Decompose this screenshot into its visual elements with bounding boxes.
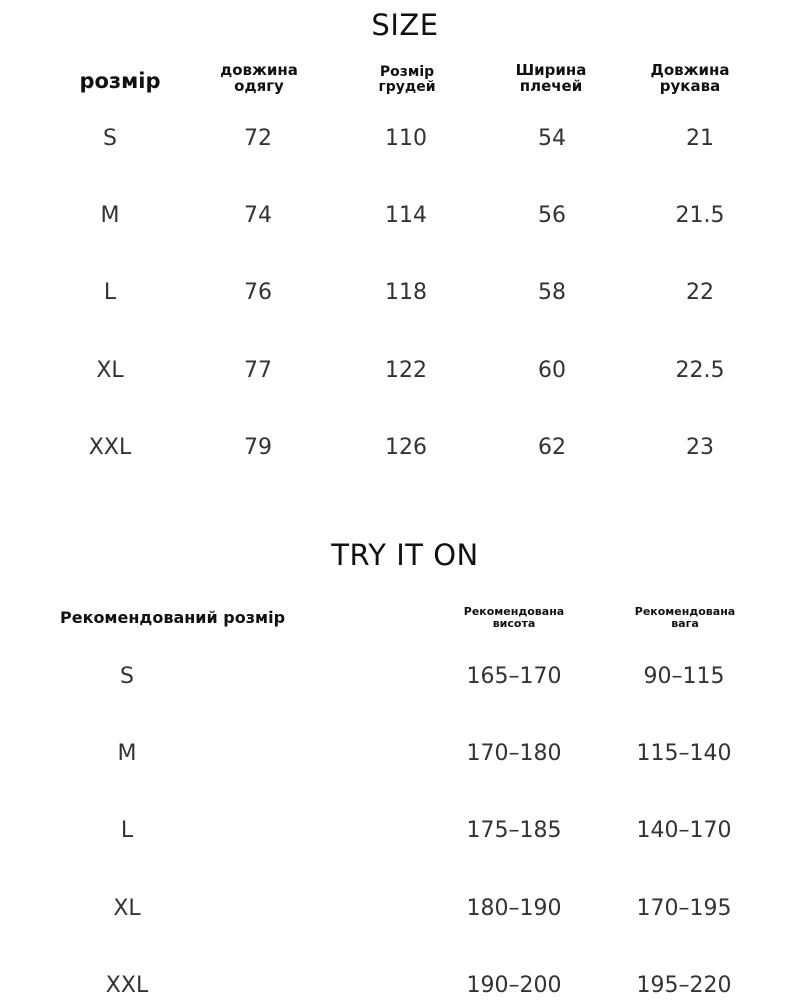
size-cell-sleeve: 21 — [686, 126, 714, 151]
size-header-chest-line1: Розмір — [379, 64, 435, 80]
size-cell-size: S — [103, 126, 117, 151]
size-header-shoulder — [491, 63, 611, 95]
tryon-header-recommended-weight — [615, 606, 755, 629]
size-cell-garment-length: 79 — [244, 435, 272, 460]
size-cell-garment-length: 76 — [244, 280, 272, 305]
tryon-section-title: TRY IT ON — [331, 538, 479, 572]
size-cell-shoulder: 56 — [538, 203, 566, 228]
tryon-cell-height: 180–190 — [466, 896, 562, 921]
tryon-cell-size: XL — [113, 896, 141, 921]
size-cell-shoulder: 54 — [538, 126, 566, 151]
size-header-size-line1: розмір — [79, 69, 161, 93]
size-header-chest — [347, 65, 467, 94]
tryon-cell-size: S — [120, 664, 134, 689]
tryon-cell-height: 165–170 — [466, 664, 562, 689]
size-cell-shoulder: 62 — [538, 435, 566, 460]
tryon-header-recommended-weight-line1: Рекомендована — [634, 605, 736, 618]
size-header-chest-line2: грудей — [378, 78, 436, 95]
tryon-header-recommended-weight-line2: вага — [671, 616, 699, 630]
size-cell-sleeve: 23 — [686, 435, 714, 460]
tryon-cell-weight: 90–115 — [643, 664, 725, 689]
size-header-sleeve-line2: рукава — [659, 76, 721, 95]
size-cell-size: L — [103, 280, 117, 305]
tryon-header-recommended-height-line2: висота — [492, 616, 536, 630]
size-header-sleeve-line1: Довжина — [650, 61, 730, 79]
size-header-garment-length — [199, 63, 319, 95]
tryon-cell-height: 170–180 — [466, 741, 562, 766]
size-cell-size: XL — [96, 358, 124, 383]
tryon-cell-size: L — [120, 818, 134, 843]
tryon-header-recommended-height-line1: Рекомендована — [463, 605, 565, 618]
tryon-cell-size: XXL — [105, 973, 149, 998]
tryon-cell-weight: 195–220 — [636, 973, 732, 998]
tryon-cell-size: M — [117, 741, 137, 766]
tryon-header-recommended-height — [444, 606, 584, 629]
tryon-cell-height: 175–185 — [466, 818, 562, 843]
tryon-cell-height: 190–200 — [466, 973, 562, 998]
tryon-cell-weight: 115–140 — [636, 741, 732, 766]
size-cell-garment-length: 77 — [244, 358, 272, 383]
size-cell-chest: 118 — [385, 280, 427, 305]
size-header-garment-length-line1: довжина — [220, 61, 298, 79]
size-header-shoulder-line1: Ширина — [515, 61, 587, 79]
size-cell-shoulder: 60 — [538, 358, 566, 383]
size-cell-sleeve: 22.5 — [675, 358, 725, 383]
size-cell-chest: 114 — [385, 203, 427, 228]
size-cell-size: XXL — [88, 435, 132, 460]
size-cell-size: M — [100, 203, 120, 228]
size-cell-sleeve: 22 — [686, 280, 714, 305]
tryon-cell-weight: 140–170 — [636, 818, 732, 843]
tryon-cell-weight: 170–195 — [636, 896, 732, 921]
size-cell-shoulder: 58 — [538, 280, 566, 305]
size-header-size — [60, 70, 180, 92]
size-header-garment-length-line2: одягу — [234, 76, 284, 95]
size-cell-garment-length: 74 — [244, 203, 272, 228]
size-header-shoulder-line2: плечей — [519, 76, 583, 95]
tryon-header-recommended-size — [60, 610, 310, 627]
size-cell-chest: 122 — [385, 358, 427, 383]
size-cell-sleeve: 21.5 — [675, 203, 725, 228]
size-section-title: SIZE — [371, 8, 439, 42]
size-cell-chest: 126 — [385, 435, 427, 460]
tryon-header-recommended-size-line1: Рекомендований розмір — [60, 608, 286, 627]
size-cell-chest: 110 — [385, 126, 427, 151]
size-cell-garment-length: 72 — [244, 126, 272, 151]
size-header-sleeve — [630, 63, 750, 95]
